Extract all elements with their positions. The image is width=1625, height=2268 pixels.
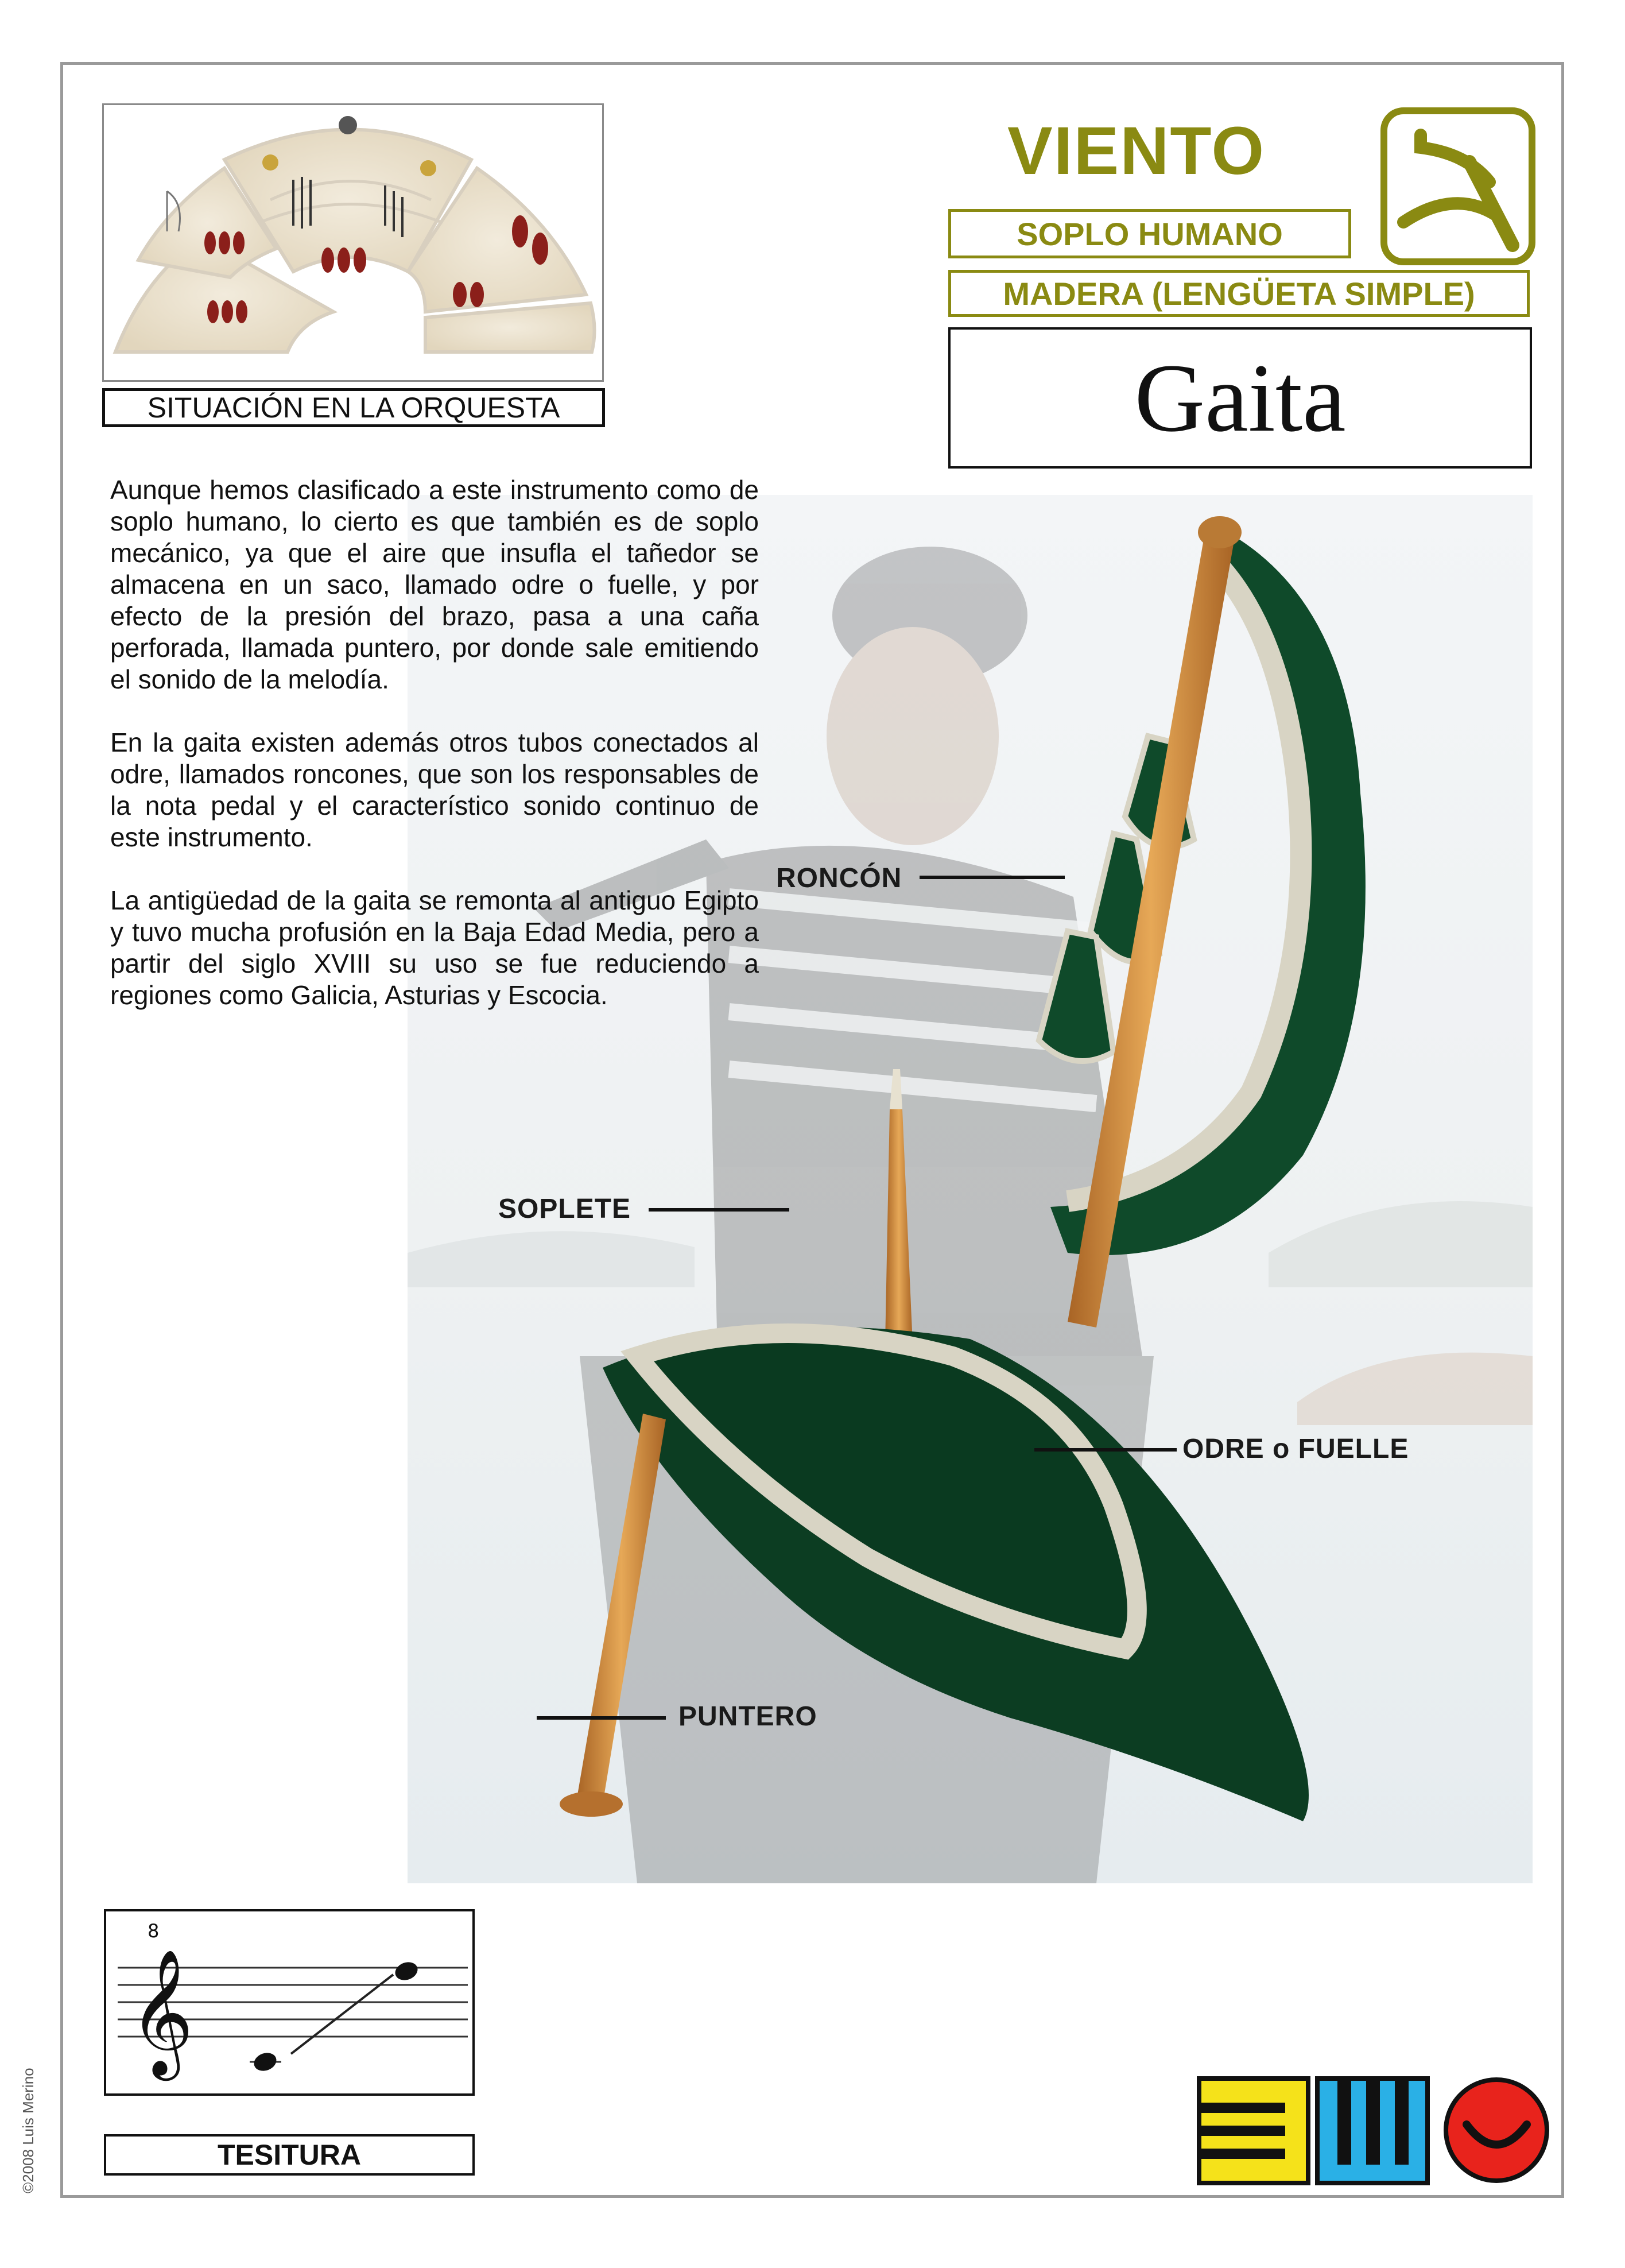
- description-paragraph: La antigüedad de la gaita se remonta al antiguo Egipto y tuvo mucha profusión en la Baja Edad Media, pero a partir del siglo XVIII su uso se fue reduciendo a regiones como Galicia, Asturias y Escocia.: [110, 885, 759, 1010]
- description-paragraph: Aunque hemos clasificado a este instrumento como de soplo humano, lo cierto es que también es de soplo mecánico, ya que el aire que insufla el tañedor se almacena en un saco, llamado odre o fuelle, y por efecto de la presión del brazo, pasa a una caña perforada, llamada puntero, por donde sale emitiendo el sonido de la melodía.: [110, 475, 759, 694]
- range-label: TESITURA: [104, 2134, 475, 2176]
- description-paragraph: En la gaita existen además otros tubos conectados al odre, llamados roncones, que son los responsables de la nota pedal y el característico sonido continuo de este instrumento.: [110, 727, 759, 852]
- callout-roncon: RONCÓN: [776, 863, 902, 893]
- orchestra-map: [102, 103, 604, 382]
- subfamily-label: SOPLO HUMANO: [948, 209, 1351, 258]
- copyright-note: ©2008 Luis Merino: [20, 2068, 37, 2193]
- lowest-note: [251, 2050, 279, 2074]
- range-staff: [104, 1909, 475, 2096]
- callout-odre: ODRE o FUELLE: [1182, 1434, 1409, 1464]
- orchestra-seating-illustration: [104, 105, 602, 380]
- treble-clef-icon: 𝄞: [129, 1948, 194, 2075]
- emo-logo: [1197, 2073, 1556, 2188]
- staff-illustration: [106, 1911, 472, 2093]
- callout-soplete: SOPLETE: [498, 1194, 631, 1224]
- wind-family-icon: [1380, 107, 1535, 265]
- tuba-icon: [420, 160, 436, 176]
- horn-icon: [262, 154, 278, 171]
- family-title: VIENTO: [1007, 113, 1266, 189]
- timpani-icon: [339, 116, 357, 134]
- range-line: [291, 1975, 393, 2054]
- clef-octave-mark: 8: [148, 1920, 160, 1942]
- description-text: [110, 474, 759, 1043]
- instrument-title: Gaita: [948, 327, 1532, 469]
- callout-puntero: PUNTERO: [678, 1701, 817, 1732]
- highest-note: [393, 1959, 420, 1983]
- orchestra-label: SITUACIÓN EN LA ORQUESTA: [102, 388, 605, 427]
- material-label: MADERA (LENGÜETA SIMPLE): [948, 270, 1530, 317]
